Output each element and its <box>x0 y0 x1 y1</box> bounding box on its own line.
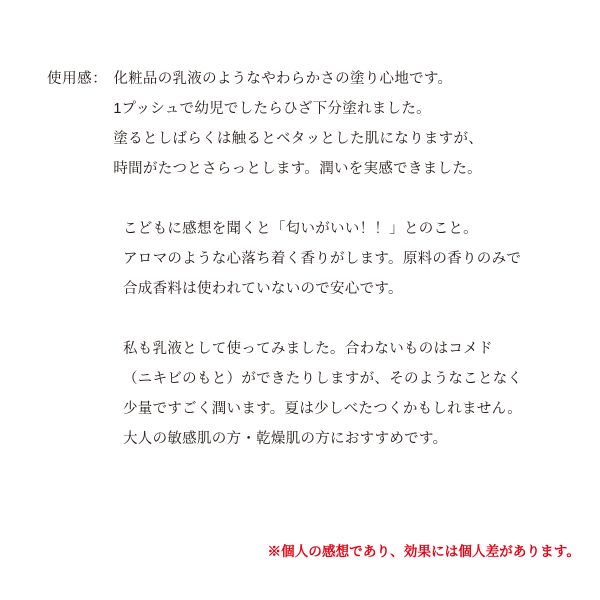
paragraph-spacer <box>47 184 567 214</box>
paragraph-spacer <box>47 304 567 334</box>
usage-impression-row <box>47 64 567 184</box>
text-line: 時間がたつとさらっとします。潤いを実感できました。 <box>113 161 482 177</box>
paragraph-personal-use <box>123 334 567 454</box>
text-line: 私も乳液として使ってみました。合わないものはコメド <box>123 341 493 357</box>
text-line: こどもに感想を聞くと「匂いがいい！！」とのこと。 <box>123 221 478 237</box>
paragraph-fragrance <box>123 214 567 304</box>
text-line: （ニキビのもと）ができたりしますが、そのようなことなく <box>123 371 523 387</box>
paragraph-texture <box>113 64 567 184</box>
text-line: 1プッシュで幼児でしたらひざ下分塗れました。 <box>113 101 431 117</box>
disclaimer-note: ※個人の感想であり、効果には個人差があります。 <box>267 544 580 559</box>
text-line: 化粧品の乳液のようなやわらかさの塗り心地です。 <box>113 71 453 87</box>
text-line: 合成香料は使われていないので安心です。 <box>123 281 403 297</box>
review-text-block <box>47 64 567 454</box>
text-line: アロマのような心落ち着く香りがします。原料の香りのみで <box>123 251 522 267</box>
text-line: 少量ですごく潤います。夏は少しべたつくかもしれません。 <box>123 401 523 417</box>
text-line: 塗るとしばらくは触るとベタッとした肌になりますが、 <box>113 131 484 147</box>
text-line: 大人の敏感肌の方・乾燥肌の方におすすめです。 <box>123 431 448 447</box>
usage-impression-label: 使用感： <box>47 71 108 87</box>
